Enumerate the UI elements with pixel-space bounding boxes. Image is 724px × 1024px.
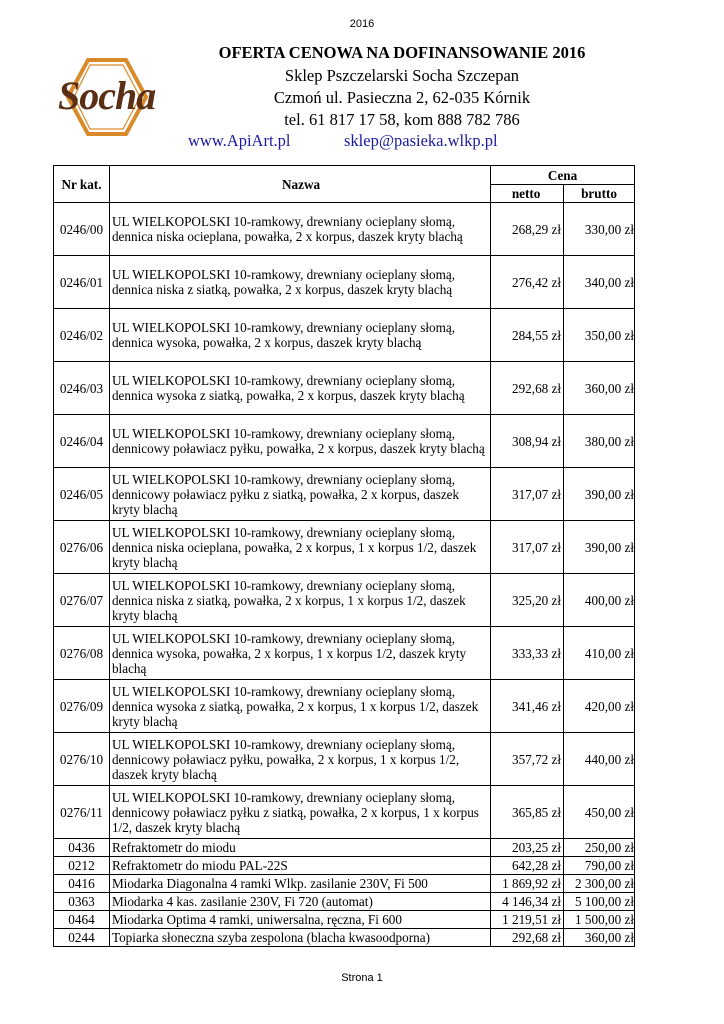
product-name: Miodarka 4 kas. zasilanie 230V, Fi 720 (automat)	[109, 893, 490, 911]
catalog-number: 0244	[54, 929, 110, 947]
page-title: OFERTA CENOWA NA DOFINANSOWANIE 2016	[218, 43, 586, 62]
price-net: 357,72 zł	[491, 733, 564, 786]
header-nr: Nr kat.	[54, 166, 110, 203]
table-row	[54, 733, 635, 786]
table-row	[54, 875, 635, 893]
table-body	[54, 203, 635, 947]
product-name: UL WIELKOPOLSKI 10-ramkowy, drewniany ocieplany słomą, dennica niska ocieplana, powałka, 2 x korpus, 1 x korpus 1/2, daszek kryty blachą	[109, 521, 490, 574]
catalog-number: 0246/01	[54, 256, 110, 309]
price-gross: 1 500,00 zł	[564, 911, 635, 929]
price-net: 642,28 zł	[491, 857, 564, 875]
catalog-number: 0464	[54, 911, 110, 929]
email-link[interactable]: sklep@pasieka.wlkp.pl	[344, 131, 498, 150]
price-gross: 340,00 zł	[564, 256, 635, 309]
price-gross: 380,00 zł	[564, 415, 635, 468]
catalog-number: 0246/00	[54, 203, 110, 256]
shop-phone: tel. 61 817 17 58, kom 888 782 786	[284, 110, 520, 129]
table-row	[54, 786, 635, 839]
price-net: 292,68 zł	[491, 362, 564, 415]
price-net: 308,94 zł	[491, 415, 564, 468]
price-gross: 410,00 zł	[564, 627, 635, 680]
product-name: UL WIELKOPOLSKI 10-ramkowy, drewniany ocieplany słomą, dennicowy poławiacz pyłku z siatką, powałka, 2 x korpus, 1 x korpus 1/2, daszek kryty blachą	[109, 786, 490, 839]
price-gross: 330,00 zł	[564, 203, 635, 256]
catalog-number: 0276/09	[54, 680, 110, 733]
table-row	[54, 627, 635, 680]
table-row	[54, 574, 635, 627]
header-gross: brutto	[564, 185, 635, 203]
table-row	[54, 415, 635, 468]
price-net: 284,55 zł	[491, 309, 564, 362]
page-year: 2016	[349, 18, 375, 30]
page-footer: Strona 1	[341, 972, 383, 984]
catalog-number: 0416	[54, 875, 110, 893]
table-row	[54, 911, 635, 929]
price-gross: 350,00 zł	[564, 309, 635, 362]
price-gross: 2 300,00 zł	[564, 875, 635, 893]
catalog-number: 0276/07	[54, 574, 110, 627]
product-name: Miodarka Optima 4 ramki, uniwersalna, ręczna, Fi 600	[109, 911, 490, 929]
price-net: 365,85 zł	[491, 786, 564, 839]
price-net: 203,25 zł	[491, 839, 564, 857]
table-row	[54, 203, 635, 256]
table-row	[54, 857, 635, 875]
price-gross: 400,00 zł	[564, 574, 635, 627]
product-name: Topiarka słoneczna szyba zespolona (blacha kwasoodporna)	[109, 929, 490, 947]
price-net: 292,68 zł	[491, 929, 564, 947]
catalog-number: 0212	[54, 857, 110, 875]
product-name: Refraktometr do miodu	[109, 839, 490, 857]
price-gross: 450,00 zł	[564, 786, 635, 839]
table-row	[54, 362, 635, 415]
header-price: Cena	[491, 166, 635, 185]
catalog-number: 0246/05	[54, 468, 110, 521]
product-name: UL WIELKOPOLSKI 10-ramkowy, drewniany ocieplany słomą, dennicowy poławiacz pyłku, powałka, 2 x korpus, 1 x korpus 1/2, daszek kryty blachą	[109, 733, 490, 786]
catalog-number: 0276/08	[54, 627, 110, 680]
price-net: 325,20 zł	[491, 574, 564, 627]
price-net: 317,07 zł	[491, 521, 564, 574]
catalog-number: 0363	[54, 893, 110, 911]
price-gross: 790,00 zł	[564, 857, 635, 875]
product-name: Refraktometr do miodu PAL-22S	[109, 857, 490, 875]
product-name: UL WIELKOPOLSKI 10-ramkowy, drewniany ocieplany słomą, dennicowy poławiacz pyłku z siatką, powałka, 2 x korpus, daszek kryty blachą	[109, 468, 490, 521]
table-row	[54, 929, 635, 947]
table-row	[54, 893, 635, 911]
price-gross: 390,00 zł	[564, 521, 635, 574]
price-gross: 5 100,00 zł	[564, 893, 635, 911]
catalog-number: 0276/11	[54, 786, 110, 839]
logo-text: Socha	[58, 73, 156, 118]
price-gross: 420,00 zł	[564, 680, 635, 733]
price-net: 1 219,51 zł	[491, 911, 564, 929]
price-net: 4 146,34 zł	[491, 893, 564, 911]
product-name: UL WIELKOPOLSKI 10-ramkowy, drewniany ocieplany słomą, dennicowy poławiacz pyłku, powałka, 2 x korpus, daszek kryty blachą	[109, 415, 490, 468]
product-name: UL WIELKOPOLSKI 10-ramkowy, drewniany ocieplany słomą, dennica wysoka, powałka, 2 x korpus, 1 x korpus 1/2, daszek kryty blachą	[109, 627, 490, 680]
catalog-number: 0246/03	[54, 362, 110, 415]
table-row	[54, 468, 635, 521]
catalog-number: 0436	[54, 839, 110, 857]
shop-address: Czmoń ul. Pasieczna 2, 62-035 Kórnik	[273, 88, 531, 107]
website-link[interactable]: www.ApiArt.pl	[188, 131, 291, 150]
table-row	[54, 680, 635, 733]
product-name: UL WIELKOPOLSKI 10-ramkowy, drewniany ocieplany słomą, dennica niska z siatką, powałka, 2 x korpus, daszek kryty blachą	[109, 256, 490, 309]
table-row	[54, 521, 635, 574]
price-net: 268,29 zł	[491, 203, 564, 256]
catalog-number: 0246/04	[54, 415, 110, 468]
catalog-number: 0276/10	[54, 733, 110, 786]
header-net: netto	[491, 185, 564, 203]
price-gross: 250,00 zł	[564, 839, 635, 857]
product-name: UL WIELKOPOLSKI 10-ramkowy, drewniany ocieplany słomą, dennica niska ocieplana, powałka, 2 x korpus, daszek kryty blachą	[109, 203, 490, 256]
catalog-number: 0276/06	[54, 521, 110, 574]
product-name: UL WIELKOPOLSKI 10-ramkowy, drewniany ocieplany słomą, dennica wysoka, powałka, 2 x korpus, daszek kryty blachą	[109, 309, 490, 362]
product-name: Miodarka Diagonalna 4 ramki Wlkp. zasilanie 230V, Fi 500	[109, 875, 490, 893]
table-row	[54, 256, 635, 309]
header-name: Nazwa	[109, 166, 490, 203]
price-gross: 390,00 zł	[564, 468, 635, 521]
table-row	[54, 309, 635, 362]
shop-name: Sklep Pszczelarski Socha Szczepan	[284, 66, 520, 85]
price-table	[53, 165, 635, 947]
product-name: UL WIELKOPOLSKI 10-ramkowy, drewniany ocieplany słomą, dennica wysoka z siatką, powałka, 2 x korpus, daszek kryty blachą	[109, 362, 490, 415]
product-name: UL WIELKOPOLSKI 10-ramkowy, drewniany ocieplany słomą, dennica niska z siatką, powałka, 2 x korpus, 1 x korpus 1/2, daszek kryty blachą	[109, 574, 490, 627]
product-name: UL WIELKOPOLSKI 10-ramkowy, drewniany ocieplany słomą, dennica wysoka z siatką, powałka, 2 x korpus, 1 x korpus 1/2, daszek kryty blachą	[109, 680, 490, 733]
catalog-number: 0246/02	[54, 309, 110, 362]
price-net: 341,46 zł	[491, 680, 564, 733]
price-gross: 360,00 zł	[564, 362, 635, 415]
price-net: 317,07 zł	[491, 468, 564, 521]
table-row	[54, 839, 635, 857]
price-net: 276,42 zł	[491, 256, 564, 309]
price-gross: 360,00 zł	[564, 929, 635, 947]
price-net: 1 869,92 zł	[491, 875, 564, 893]
price-gross: 440,00 zł	[564, 733, 635, 786]
price-net: 333,33 zł	[491, 627, 564, 680]
